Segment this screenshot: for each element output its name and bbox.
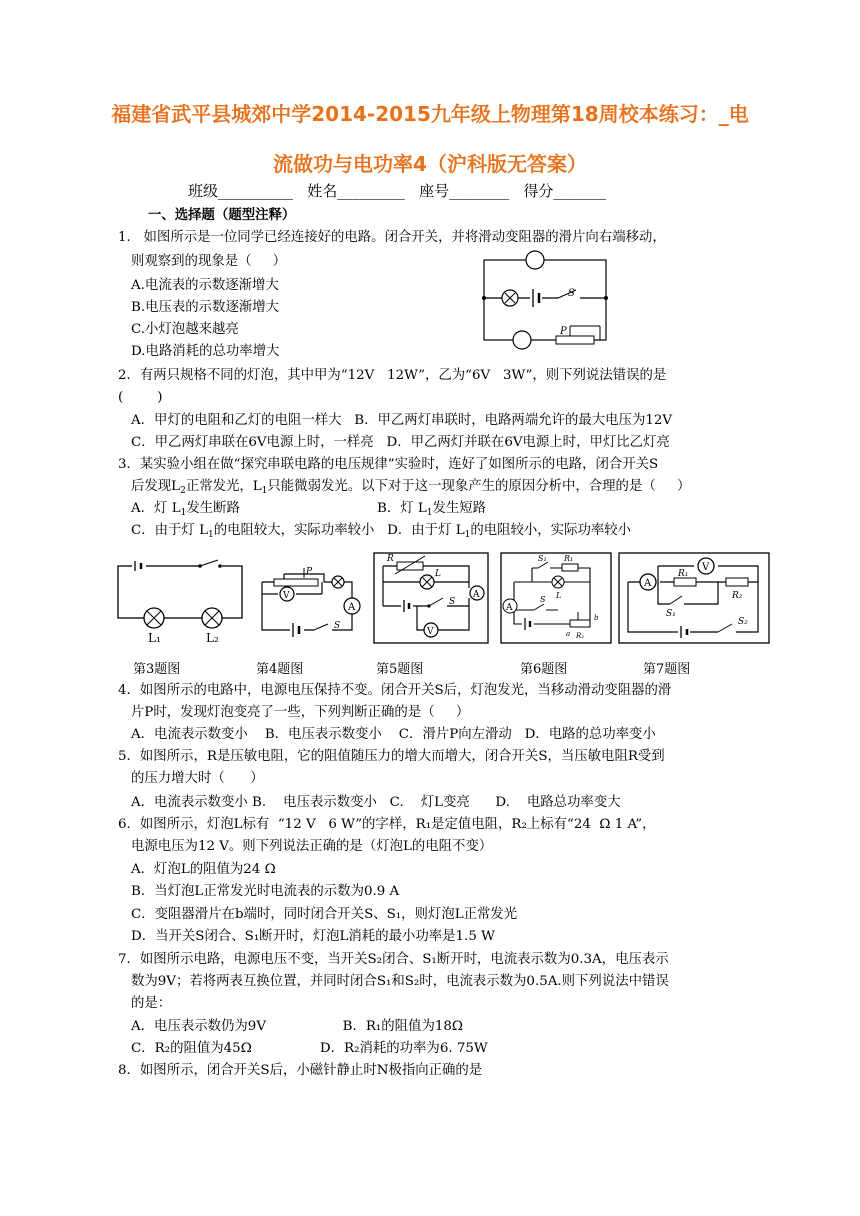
q7-stem-line3: 的是： — [131, 996, 172, 1011]
q8-stem-line1: 8．如图所示，闭合开关S后，小磁针静止时N极指向正确的是 — [118, 1063, 483, 1078]
q5-label-l: L — [435, 569, 441, 579]
q1-stem-line1: 1. 如图所示是一位同学已经连接好的电路。闭合开关，并将滑动变阻器的滑片向右端移动， — [118, 230, 666, 245]
q6-label-a-end: a — [566, 630, 571, 638]
q7-label-r1: R₁ — [678, 569, 689, 579]
page-title-line2: 流做功与电功率4（沪科版无答案） — [273, 152, 587, 176]
q7-label-s1: S₁ — [666, 609, 676, 619]
q1-label-p: P — [560, 326, 567, 337]
caption-fig5: 第5题图 — [376, 662, 424, 677]
q6-label-b-end: b — [594, 614, 599, 622]
q2-stem-line1: 2．有两只规格不同的灯泡，其中甲为“12V 12W”，乙为“6V 3W”，则下列说法错误的是 — [118, 368, 667, 383]
q7-stem-line1: 7．如图所示电路，电源电压不变，当开关S₂闭合、S₁断开时，电流表示数为0.3A，电压表示 — [118, 952, 669, 967]
q7-label-r2: R₂ — [732, 591, 743, 601]
page-title-line1: 福建省武平县城郊中学2014-2015九年级上物理第18周校本练习：_电 — [111, 102, 749, 126]
q6-label-s1: S₁ — [538, 554, 547, 563]
q4-stem-line1: 4．如图所示的电路中，电源电压保持不变。闭合开关S后，灯泡发光，当移动滑动变阻器的滑 — [118, 683, 672, 698]
q6-label-s: S — [540, 595, 546, 604]
q7-label-a: A — [644, 578, 652, 589]
q6-label-a: A — [506, 603, 513, 613]
q5-label-v: V — [427, 627, 434, 637]
q4-label-a: A — [348, 602, 356, 613]
q3-stem-line2: 后发现$L_2$正常发光，$L_1$只能微弱发光。以下对于这一现象产生的原因分析中，合理的是（ ） — [131, 479, 691, 496]
q6-label-r2: R₂ — [576, 632, 585, 640]
q5-stem-line2: 的压力增大时（ ） — [131, 771, 264, 786]
q7-label-v: V — [702, 562, 710, 573]
q4-stem-line2: 片P时，发现灯泡变亮了一些，下列判断正确的是（ ） — [131, 705, 470, 720]
q4-circuit-diagram — [254, 562, 366, 642]
q3-label-l1: L₁ — [148, 631, 161, 645]
caption-fig4: 第4题图 — [256, 662, 304, 677]
q1-option-b: B.电压表的示数逐渐增大 — [131, 300, 280, 315]
q6-option-b: B．当灯泡L正常发光时电流表的示数为0.9 A — [131, 884, 400, 899]
q1-option-a: A.电流表的示数逐渐增大 — [131, 278, 279, 293]
q3-options-cd: C．由于灯 $L_1$的电阻较大，实际功率较小 D．由于灯 $L_1$的电阻较小，实际功率较小 — [131, 523, 632, 540]
q1-stem-line2: 则观察到的现象是（ ） — [131, 254, 287, 269]
q3-option-a: A．灯 $L_1$发生断路 — [131, 501, 240, 518]
q1-circuit-diagram — [478, 250, 613, 358]
q6-option-c: C．变阻器滑片在b端时，同时闭合开关S、S₁，则灯泡L正常发光 — [131, 907, 518, 922]
q6-stem-line2: 电源电压为12 V。则下列说法正确的是（灯泡L的电阻不变） — [131, 839, 493, 854]
q3-label-l2: L₂ — [206, 631, 219, 645]
q5-options: A．电流表示数变小 B. 电压表示数变小 C. 灯L变亮 D. 电路总功率变大 — [131, 795, 621, 810]
caption-fig3: 第3题图 — [133, 662, 181, 677]
q1-label-s: S — [568, 288, 575, 299]
q1-option-c: C.小灯泡越来越亮 — [131, 322, 239, 337]
caption-fig7: 第7题图 — [643, 662, 691, 677]
q6-option-d: D．当开关S闭合、S₁断开时，灯泡L消耗的最小功率是1.5 W — [131, 929, 495, 944]
q4-label-p: P — [306, 567, 313, 577]
q2-options-ab: A．甲灯的电阻和乙灯的电阻一样大 B．甲乙两灯串联时，电路两端允许的最大电压为12V — [131, 413, 673, 428]
q7-label-s2: S₂ — [738, 617, 748, 627]
q6-option-a: A．灯泡L的阻值为24 Ω — [131, 862, 276, 877]
q6-label-r1: R₁ — [564, 554, 574, 563]
q3-circuit-diagram — [112, 558, 250, 648]
q7-circuit-diagram — [618, 552, 770, 644]
q4-label-s: S — [334, 621, 341, 631]
student-info-line: 班级__________ 姓名_________ 座号________ 得分_______ — [188, 182, 606, 200]
q5-label-a: A — [473, 590, 480, 600]
q2-stem-line2: ( ) — [118, 390, 163, 405]
q5-label-r: R — [387, 554, 394, 564]
caption-fig6: 第6题图 — [520, 662, 568, 677]
q3-option-b: B．灯 $L_1$发生短路 — [377, 501, 487, 518]
q5-stem-line1: 5．如图所示，R是压敏电阻，它的阻值随压力的增大而增大，闭合开关S，当压敏电阻R受到 — [118, 749, 665, 764]
q7-options-ab: A．电压表示数仍为9V B．R₁的阻值为18Ω — [131, 1019, 463, 1034]
q1-option-d: D.电路消耗的总功率增大 — [131, 344, 280, 359]
q6-label-l: L — [556, 591, 562, 600]
q5-circuit-diagram — [373, 552, 489, 644]
q3-stem-line1: 3．某实验小组在做“探究串联电路的电压规律”实验时，连好了如图所示的电路，闭合开关S — [118, 457, 659, 472]
q7-options-cd: C．R₂的阻值为45Ω D．R₂消耗的功率为6. 75W — [131, 1041, 488, 1056]
q6-stem-line1: 6．如图所示，灯泡L标有 “12 V 6 W”的字样，R₁是定值电阻，R₂上标有“24 Ω 1 A”， — [118, 817, 656, 832]
q2-options-cd: C．甲乙两灯串联在6V电源上时，一样亮 D．甲乙两灯并联在6V电源上时，甲灯比乙灯亮 — [131, 435, 670, 450]
q4-label-v: V — [283, 591, 290, 601]
q4-options: A．电流表示数变小 B．电压表示数变小 C．滑片P向左滑动 D．电路的总功率变小 — [131, 727, 656, 742]
q6-circuit-diagram — [500, 552, 612, 644]
q5-label-s: S — [449, 597, 456, 607]
q7-stem-line2: 数为9V；若将两表互换位置，并同时闭合S₁和S₂时，电流表示数为0.5A.则下列说法中错误 — [131, 974, 669, 989]
section-heading: 一、选择题（题型注释） — [148, 207, 296, 223]
